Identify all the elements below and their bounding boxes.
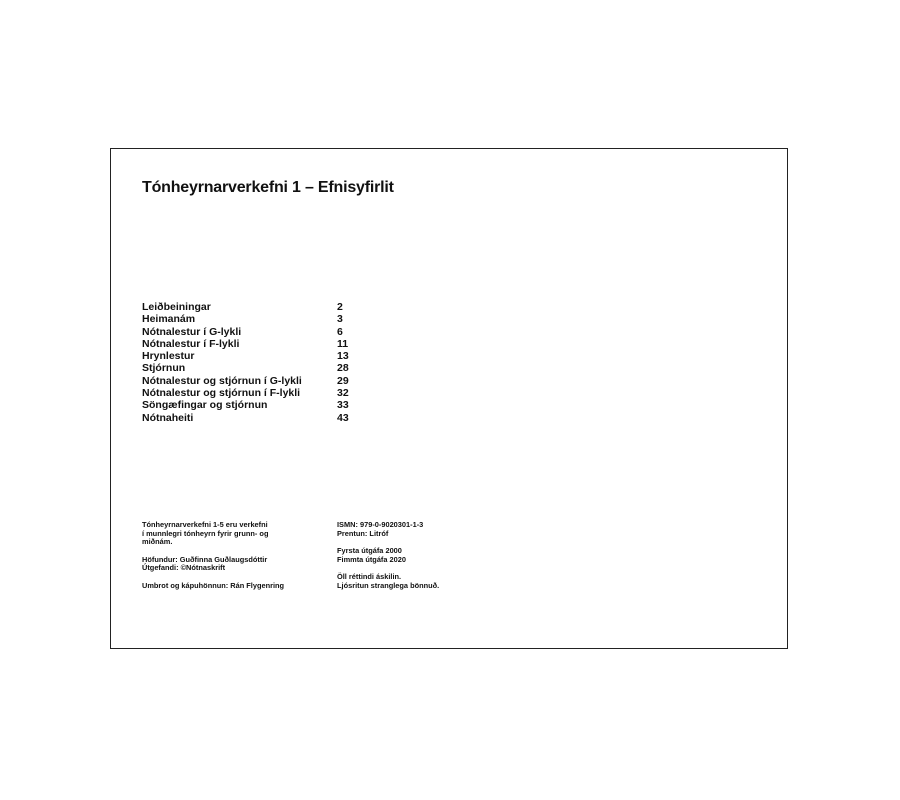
toc-entry-label: Nótnalestur og stjórnun í G-lykli: [142, 374, 302, 387]
toc-entry: [142, 412, 367, 424]
identifier-block: [337, 521, 537, 538]
toc-entry-page: 33: [337, 399, 349, 412]
page-title: Tónheyrnarverkefni 1 – Efnisyfirlit: [142, 179, 394, 196]
toc-entry-label: Nótnalestur og stjórnun í F-lykli: [142, 387, 301, 400]
toc-entry-label: Stjórnun: [142, 362, 186, 375]
printing-line: Prentun: Litróf: [337, 528, 389, 538]
toc-entry-label: Leiðbeiningar: [142, 301, 211, 313]
toc-entry-page: 29: [337, 374, 349, 387]
toc-entry: [142, 338, 367, 350]
toc-entry-page: 3: [337, 313, 343, 326]
toc-entry: [142, 313, 367, 325]
toc-entry: [142, 350, 367, 362]
toc-entry-page: 28: [337, 362, 349, 375]
colophon-publication-info: [337, 521, 537, 600]
toc-entry: [142, 387, 367, 399]
author-publisher-block: [142, 556, 312, 573]
toc-entry-label: Söngæfingar og stjórnun: [142, 399, 268, 412]
toc-entry: [142, 375, 367, 387]
design-credit-block: [142, 582, 312, 591]
ismn-line: ISMN: 979-0-9020301-1-3: [337, 520, 424, 529]
series-description: [142, 521, 312, 547]
rights-block: [337, 573, 537, 590]
table-of-contents: [142, 301, 367, 424]
toc-entry-label: Nótnalestur í G-lykli: [142, 325, 242, 338]
toc-entry-page: 11: [337, 337, 349, 350]
description-line: miðnám.: [142, 537, 173, 547]
publisher-line: Útgefandi: ©Nótnaskrift: [142, 563, 226, 573]
document-page: [110, 148, 788, 649]
edition-block: [337, 547, 537, 564]
copy-notice-line: Ljósritun stranglega bönnuð.: [337, 580, 440, 590]
toc-entry-label: Nótnalestur í F-lykli: [142, 337, 240, 350]
description-line: Tónheyrnarverkefni 1-5 eru verkefni: [142, 520, 268, 529]
toc-entry-label: Heimanám: [142, 313, 196, 326]
toc-entry-page: 32: [337, 387, 349, 400]
fifth-edition-line: Fimmta útgáfa 2020: [337, 554, 407, 564]
toc-entry-page: 2: [337, 301, 343, 313]
description-line: í munnlegri tónheyrn fyrir grunn- og: [142, 528, 269, 538]
toc-entry: [142, 301, 367, 313]
rights-line: Öll réttindi áskilin.: [337, 572, 402, 582]
toc-entry: [142, 399, 367, 411]
toc-entry-label: Nótnaheiti: [142, 411, 194, 424]
first-edition-line: Fyrsta útgáfa 2000: [337, 546, 402, 556]
toc-entry-page: 6: [337, 325, 343, 338]
design-credit-line: Umbrot og kápuhönnun: Rán Flygenring: [142, 580, 285, 590]
toc-entry-label: Hrynlestur: [142, 350, 195, 363]
colophon-credits: [142, 521, 312, 600]
toc-entry-page: 43: [337, 411, 349, 424]
toc-entry: [142, 362, 367, 374]
author-line: Höfundur: Guðfinna Guðlaugsdóttir: [142, 554, 268, 564]
toc-entry: [142, 326, 367, 338]
toc-entry-page: 13: [337, 350, 349, 363]
